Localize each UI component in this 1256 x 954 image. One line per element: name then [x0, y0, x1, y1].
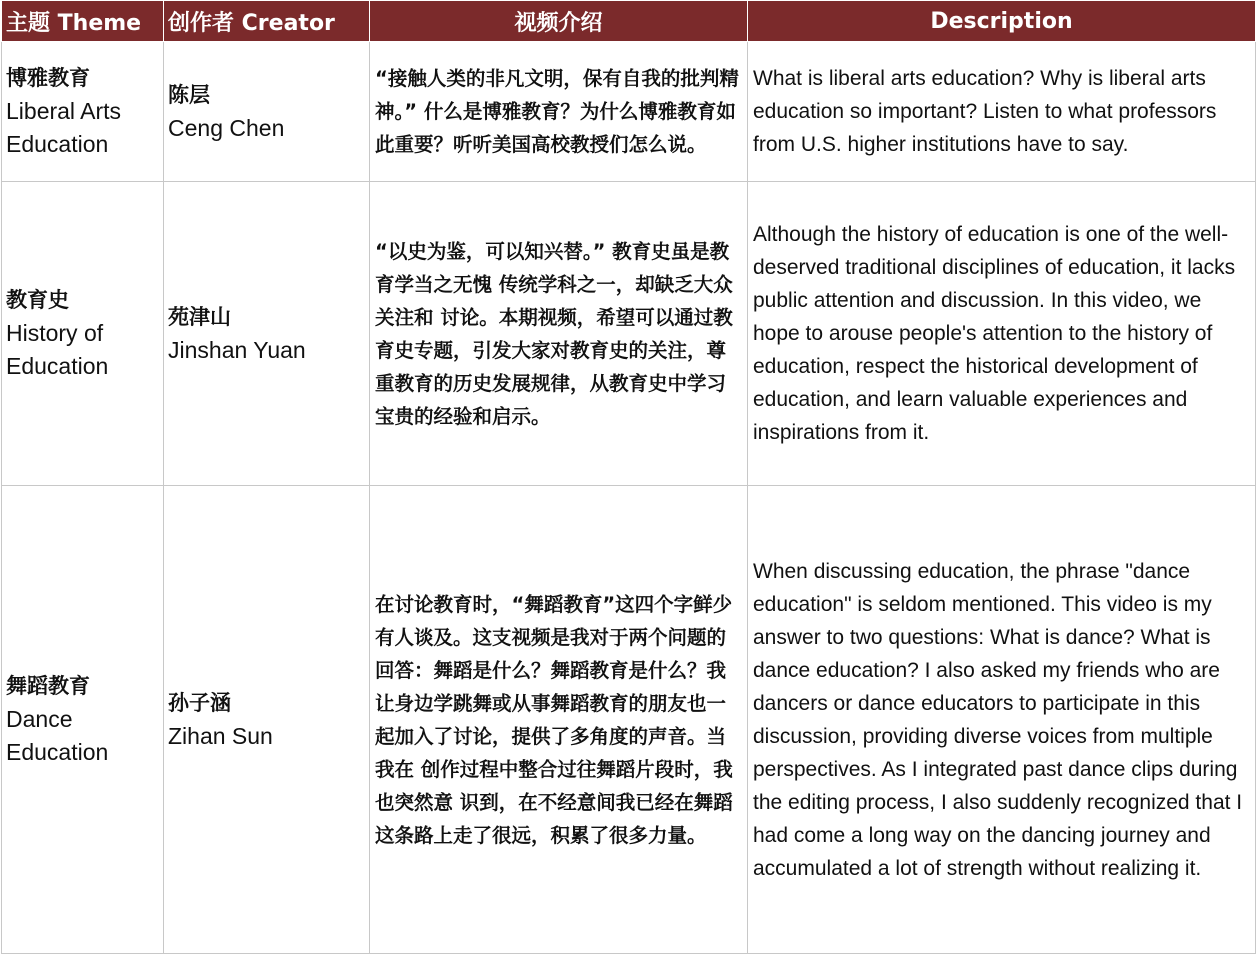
creator-cell — [164, 486, 370, 954]
header-creator: 创作者 Creator — [164, 1, 370, 42]
table-row — [2, 42, 1256, 182]
theme-cn: 博雅教育 — [6, 66, 90, 90]
creator-en: Jinshan Yuan — [168, 336, 306, 363]
creator-cell — [164, 42, 370, 182]
theme-en: Dance Education — [6, 706, 109, 765]
description-cell: When discussing education, the phrase "dance education" is seldom mentioned. This video is my answer to two questions: What is dance? What is dance education? I also asked my friends who are dancers or dance educators to participate in this discussion, providing diverse voices from multiple perspectives. As I integrated past dance clips during the editing process, I also suddenly recognized that I had come a long way on the dancing journey and accumulated a lot of strength without realizing it. — [748, 486, 1256, 954]
table-row — [2, 486, 1256, 954]
theme-cell — [2, 42, 164, 182]
intro-cn-cell: 在讨论教育时，“舞蹈教育”这四个字鲜少有人谈及。这支视频是我对于两个问题的回答：舞蹈是什么？舞蹈教育是什么？我 让身边学跳舞或从事舞蹈教育的朋友也一起加入了讨论，提供了多角度的声音。当我在 创作过程中整合过往舞蹈片段时，我也突然意 识到，在不经意间我已经在舞蹈这条路上走了很远，积累了很多力量。 — [370, 486, 748, 954]
intro-cn-cell: “以史为鉴，可以知兴替。” 教育史虽是教育学当之无愧 传统学科之一，却缺乏大众关注和 讨论。本期视频，希望可以通过教育史专题，引发大家对教育史的关注，尊重教育的历史发展规律，从教育史中学习宝贵的经验和启示。 — [370, 182, 748, 486]
intro-cn-cell: “接触人类的非凡文明，保有自我的批判精神。” 什么是博雅教育？为什么博雅教育如此重要？听听美国高校教授们怎么说。 — [370, 42, 748, 182]
theme-en: Liberal Arts Education — [6, 98, 122, 157]
theme-cell — [2, 182, 164, 486]
header-row — [2, 1, 1256, 42]
creator-en: Zihan Sun — [168, 722, 273, 749]
header-description: Description — [748, 1, 1256, 42]
creator-cn: 苑津山 — [168, 304, 231, 329]
header-theme: 主题 Theme — [2, 1, 164, 42]
description-cell: Although the history of education is one of the well-deserved traditional disciplines of education, it lacks public attention and discussion. In this video, we hope to arouse people's attention to the history of education, respect the historical development of education, and learn valuable experiences and inspirations from it. — [748, 182, 1256, 486]
header-intro-cn: 视频介绍 — [370, 1, 748, 42]
table-row — [2, 182, 1256, 486]
description-cell: What is liberal arts education? Why is liberal arts education so important? Listen to what professors from U.S. higher institutions have to say. — [748, 42, 1256, 182]
creator-cell — [164, 182, 370, 486]
theme-cell — [2, 486, 164, 954]
theme-cn: 教育史 — [6, 288, 69, 312]
video-table — [1, 0, 1256, 954]
creator-en: Ceng Chen — [168, 114, 285, 141]
creator-cn: 孙子涵 — [168, 690, 231, 715]
theme-en: History of Education — [6, 320, 109, 379]
theme-cn: 舞蹈教育 — [6, 674, 90, 698]
creator-cn: 陈层 — [168, 82, 210, 107]
